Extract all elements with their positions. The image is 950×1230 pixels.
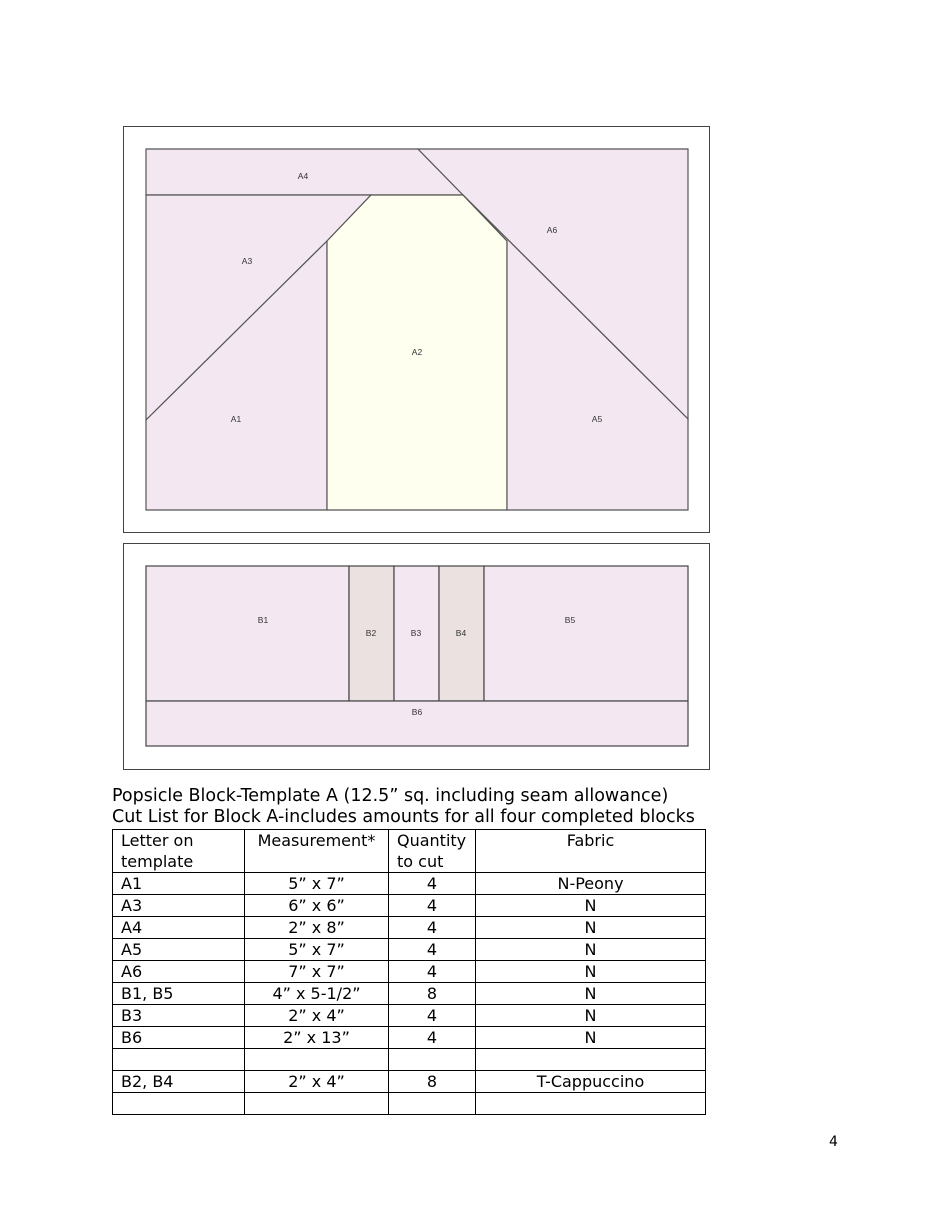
cell-quantity: 8 bbox=[389, 1071, 476, 1093]
cell-letter bbox=[113, 1049, 245, 1071]
label-a3: A3 bbox=[241, 256, 253, 266]
label-a2: A2 bbox=[411, 347, 423, 357]
cell-quantity: 4 bbox=[389, 1005, 476, 1027]
cell-letter: B6 bbox=[113, 1027, 245, 1049]
cell-letter: A5 bbox=[113, 939, 245, 961]
cell-letter: B1, B5 bbox=[113, 983, 245, 1005]
cell-measurement: 2” x 4” bbox=[245, 1005, 389, 1027]
piece-b1 bbox=[146, 566, 349, 701]
label-a6: A6 bbox=[546, 225, 558, 235]
cell-quantity: 4 bbox=[389, 961, 476, 983]
cell-fabric: T-Cappuccino bbox=[476, 1071, 706, 1093]
cell-letter: B3 bbox=[113, 1005, 245, 1027]
table-row bbox=[113, 983, 706, 1005]
table-row bbox=[113, 1071, 706, 1093]
cell-fabric: N bbox=[476, 961, 706, 983]
cell-quantity: 4 bbox=[389, 939, 476, 961]
table-row bbox=[113, 917, 706, 939]
header-measurement: Measurement* bbox=[245, 830, 389, 873]
label-a1: A1 bbox=[230, 414, 242, 424]
cell-fabric bbox=[476, 1093, 706, 1115]
cut-list-caption: Cut List for Block A-includes amounts for all four completed blocks bbox=[112, 807, 695, 827]
label-a5: A5 bbox=[591, 414, 603, 424]
cut-list-table bbox=[112, 829, 706, 1115]
cell-fabric: N bbox=[476, 939, 706, 961]
cell-measurement: 5” x 7” bbox=[245, 939, 389, 961]
label-b3: B3 bbox=[410, 628, 422, 638]
cell-fabric: N bbox=[476, 983, 706, 1005]
table-row bbox=[113, 1049, 706, 1071]
cell-letter: A3 bbox=[113, 895, 245, 917]
cell-letter: B2, B4 bbox=[113, 1071, 245, 1093]
cell-measurement: 5” x 7” bbox=[245, 873, 389, 895]
table-row bbox=[113, 939, 706, 961]
label-a4: A4 bbox=[297, 171, 309, 181]
cell-measurement: 2” x 13” bbox=[245, 1027, 389, 1049]
cell-fabric: N bbox=[476, 917, 706, 939]
cell-letter bbox=[113, 1093, 245, 1115]
table-header-row bbox=[113, 830, 706, 873]
header-letter-line2: template bbox=[121, 852, 194, 871]
header-quantity-line1: Quantity bbox=[397, 831, 467, 850]
template-b-diagram bbox=[123, 543, 711, 771]
cell-quantity: 4 bbox=[389, 873, 476, 895]
label-b2: B2 bbox=[365, 628, 377, 638]
cell-measurement bbox=[245, 1093, 389, 1115]
header-quantity-line2: to cut bbox=[397, 852, 444, 871]
cell-letter: A1 bbox=[113, 873, 245, 895]
cell-letter: A4 bbox=[113, 917, 245, 939]
label-b6: B6 bbox=[411, 707, 423, 717]
table-row bbox=[113, 873, 706, 895]
table-row bbox=[113, 1027, 706, 1049]
template-caption: Popsicle Block-Template A (12.5” sq. including seam allowance) bbox=[112, 786, 669, 806]
header-quantity bbox=[389, 830, 476, 873]
header-letter-line1: Letter on bbox=[121, 831, 194, 850]
template-a-diagram bbox=[123, 126, 711, 534]
label-b5: B5 bbox=[564, 615, 576, 625]
cell-fabric: N-Peony bbox=[476, 873, 706, 895]
page-number: 4 bbox=[829, 1134, 838, 1150]
cell-quantity bbox=[389, 1049, 476, 1071]
cell-fabric: N bbox=[476, 895, 706, 917]
cell-measurement: 7” x 7” bbox=[245, 961, 389, 983]
header-fabric: Fabric bbox=[476, 830, 706, 873]
cell-fabric bbox=[476, 1049, 706, 1071]
label-b4: B4 bbox=[455, 628, 467, 638]
cell-quantity bbox=[389, 1093, 476, 1115]
piece-b5 bbox=[484, 566, 688, 701]
cell-measurement bbox=[245, 1049, 389, 1071]
table-row bbox=[113, 895, 706, 917]
cell-letter: A6 bbox=[113, 961, 245, 983]
cell-measurement: 2” x 4” bbox=[245, 1071, 389, 1093]
cell-fabric: N bbox=[476, 1005, 706, 1027]
cell-quantity: 8 bbox=[389, 983, 476, 1005]
cell-quantity: 4 bbox=[389, 917, 476, 939]
cell-measurement: 4” x 5-1/2” bbox=[245, 983, 389, 1005]
label-b1: B1 bbox=[257, 615, 269, 625]
cell-fabric: N bbox=[476, 1027, 706, 1049]
cell-measurement: 6” x 6” bbox=[245, 895, 389, 917]
table-row bbox=[113, 1005, 706, 1027]
header-letter bbox=[113, 830, 245, 873]
cell-quantity: 4 bbox=[389, 1027, 476, 1049]
cell-measurement: 2” x 8” bbox=[245, 917, 389, 939]
table-row bbox=[113, 1093, 706, 1115]
table-row bbox=[113, 961, 706, 983]
cell-quantity: 4 bbox=[389, 895, 476, 917]
